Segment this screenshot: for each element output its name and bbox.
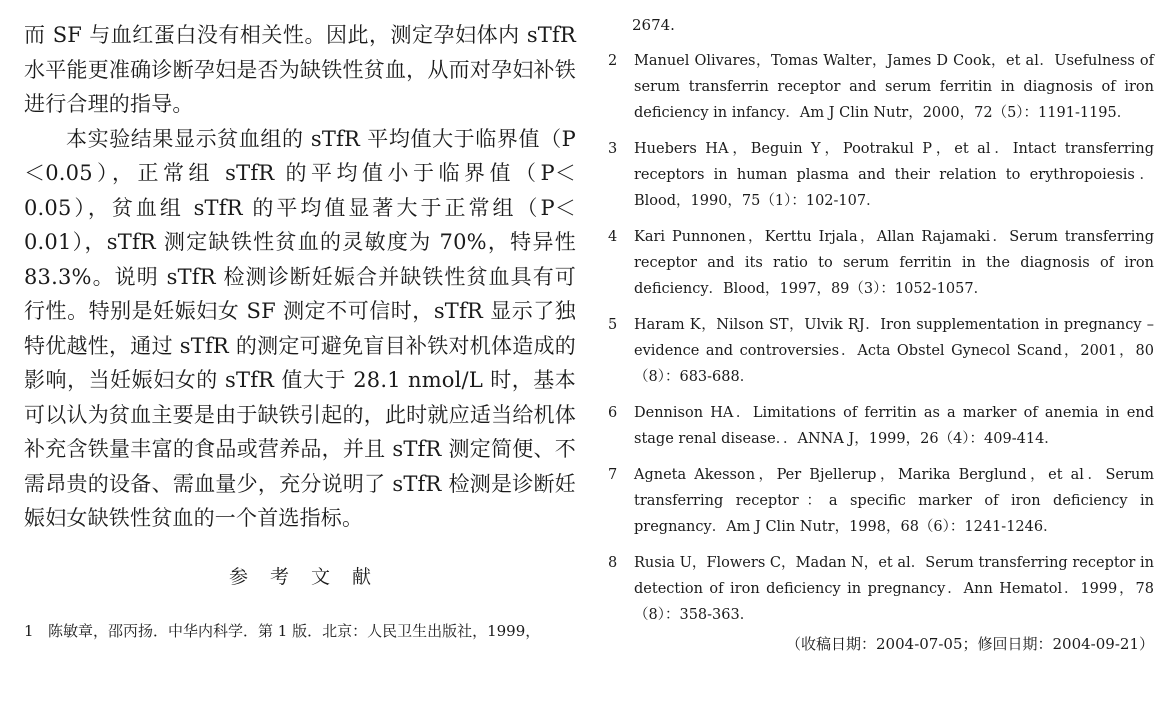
reference-number: 8 (608, 555, 618, 571)
reference-text: Haram K，Nilson ST，Ulvik RJ．Iron supplementation in pregnancy – evidence and controversies．Acta Obstel Gynecol Scand，2001，80（8）：683-688． (634, 317, 1154, 385)
reference-item-8 (608, 550, 1154, 628)
reference-item-2 (608, 48, 1154, 126)
reference-item-3 (608, 136, 1154, 214)
reference-item-7 (608, 462, 1154, 540)
received-date-note: （收稿日期：2004-07-05；修回日期：2004-09-21） (786, 635, 1154, 653)
reference-number: 6 (608, 405, 618, 421)
references-heading: 参考文献 (228, 565, 393, 588)
left-column (24, 18, 576, 642)
body-paragraph-2: 本实验结果显示贫血组的 sTfR 平均值大于临界值（P＜0.05），正常组 sTfR 的平均值小于临界值（P＜0.05），贫血组 sTfR 的平均值显著大于正常组（P＜0.01），sTfR 测定缺铁性贫血的灵敏度为 70%，特异性 83.3%。说明 sTfR 检测诊断妊娠合并缺铁性贫血具有可行性。特别是妊娠妇女 SF 测定不可信时，sTfR 显示了独特优越性，通过 sTfR 的测定可避免盲目补铁对机体造成的影响，当妊娠妇女的 sTfR 值大于 28.1 nmol/L 时，基本可以认为贫血主要是由于缺铁引起的，此时就应适当给机体补充含铁量丰富的食品或营养品，并且 sTfR 测定简便、不需昂贵的设备、需血量少，充分说明了 sTfR 检测是诊断妊娠妇女缺铁性贫血的一个首选指标。 (24, 126, 576, 530)
reference-number: 7 (608, 467, 618, 483)
body-paragraph-1: 而 SF 与血红蛋白没有相关性。因此，测定孕妇体内 sTfR 水平能更准确诊断孕妇是否为缺铁性贫血，从而对孕妇补铁进行合理的指导。 (24, 23, 576, 116)
reference-item-5 (608, 312, 1154, 390)
reference-number: 1 (24, 621, 34, 640)
reference-item-1 (24, 620, 576, 642)
reference-item-1-continuation: 2674. (632, 16, 675, 34)
reference-number: 3 (608, 141, 618, 157)
reference-text: Dennison HA．Limitations of ferritin as a marker of anemia in end stage renal disease．．ANNA J，1999，26（4）：409-414． (634, 405, 1154, 447)
reference-number: 4 (608, 229, 618, 245)
article-body (24, 18, 576, 536)
right-column (608, 14, 1154, 656)
reference-text: 陈敏章，邵丙扬．中华内科学．第 1 版．北京：人民卫生出版社，1999， (48, 621, 541, 640)
reference-number: 5 (608, 317, 618, 333)
reference-number: 2 (608, 53, 618, 69)
reference-text: Kari Punnonen，Kerttu Irjala，Allan Rajamaki．Serum transferring receptor and its ratio to serum ferritin in the diagnosis of iron deficiency．Blood，1997，89（3）：1052-1057． (634, 229, 1154, 297)
reference-item-6 (608, 400, 1154, 452)
reference-text: Huebers HA，Beguin Y，Pootrakul P，et al．Intact transferring receptors in human plasma and their relation to erythropoiesis．Blood，1990，75（1）：102-107． (634, 141, 1154, 209)
reference-text: Manuel Olivares，Tomas Walter，James D Cook，et al．Usefulness of serum transferrin receptor and serum ferritin in diagnosis of iron deficiency in infancy．Am J Clin Nutr，2000，72（5）：1191-1195． (634, 53, 1154, 121)
reference-text: Rusia U，Flowers C，Madan N，et al．Serum transferring receptor in detection of iron deficiency in pregnancy．Ann Hematol．1999，78（8）：358-363． (634, 555, 1154, 623)
reference-item-4 (608, 224, 1154, 302)
reference-text: Agneta Akesson，Per Bjellerup，Marika Berglund，et al．Serum transferring receptor：a specific marker of iron deficiency in pregnancy．Am J Clin Nutr，1998，68（6）：1241-1246． (634, 467, 1154, 535)
